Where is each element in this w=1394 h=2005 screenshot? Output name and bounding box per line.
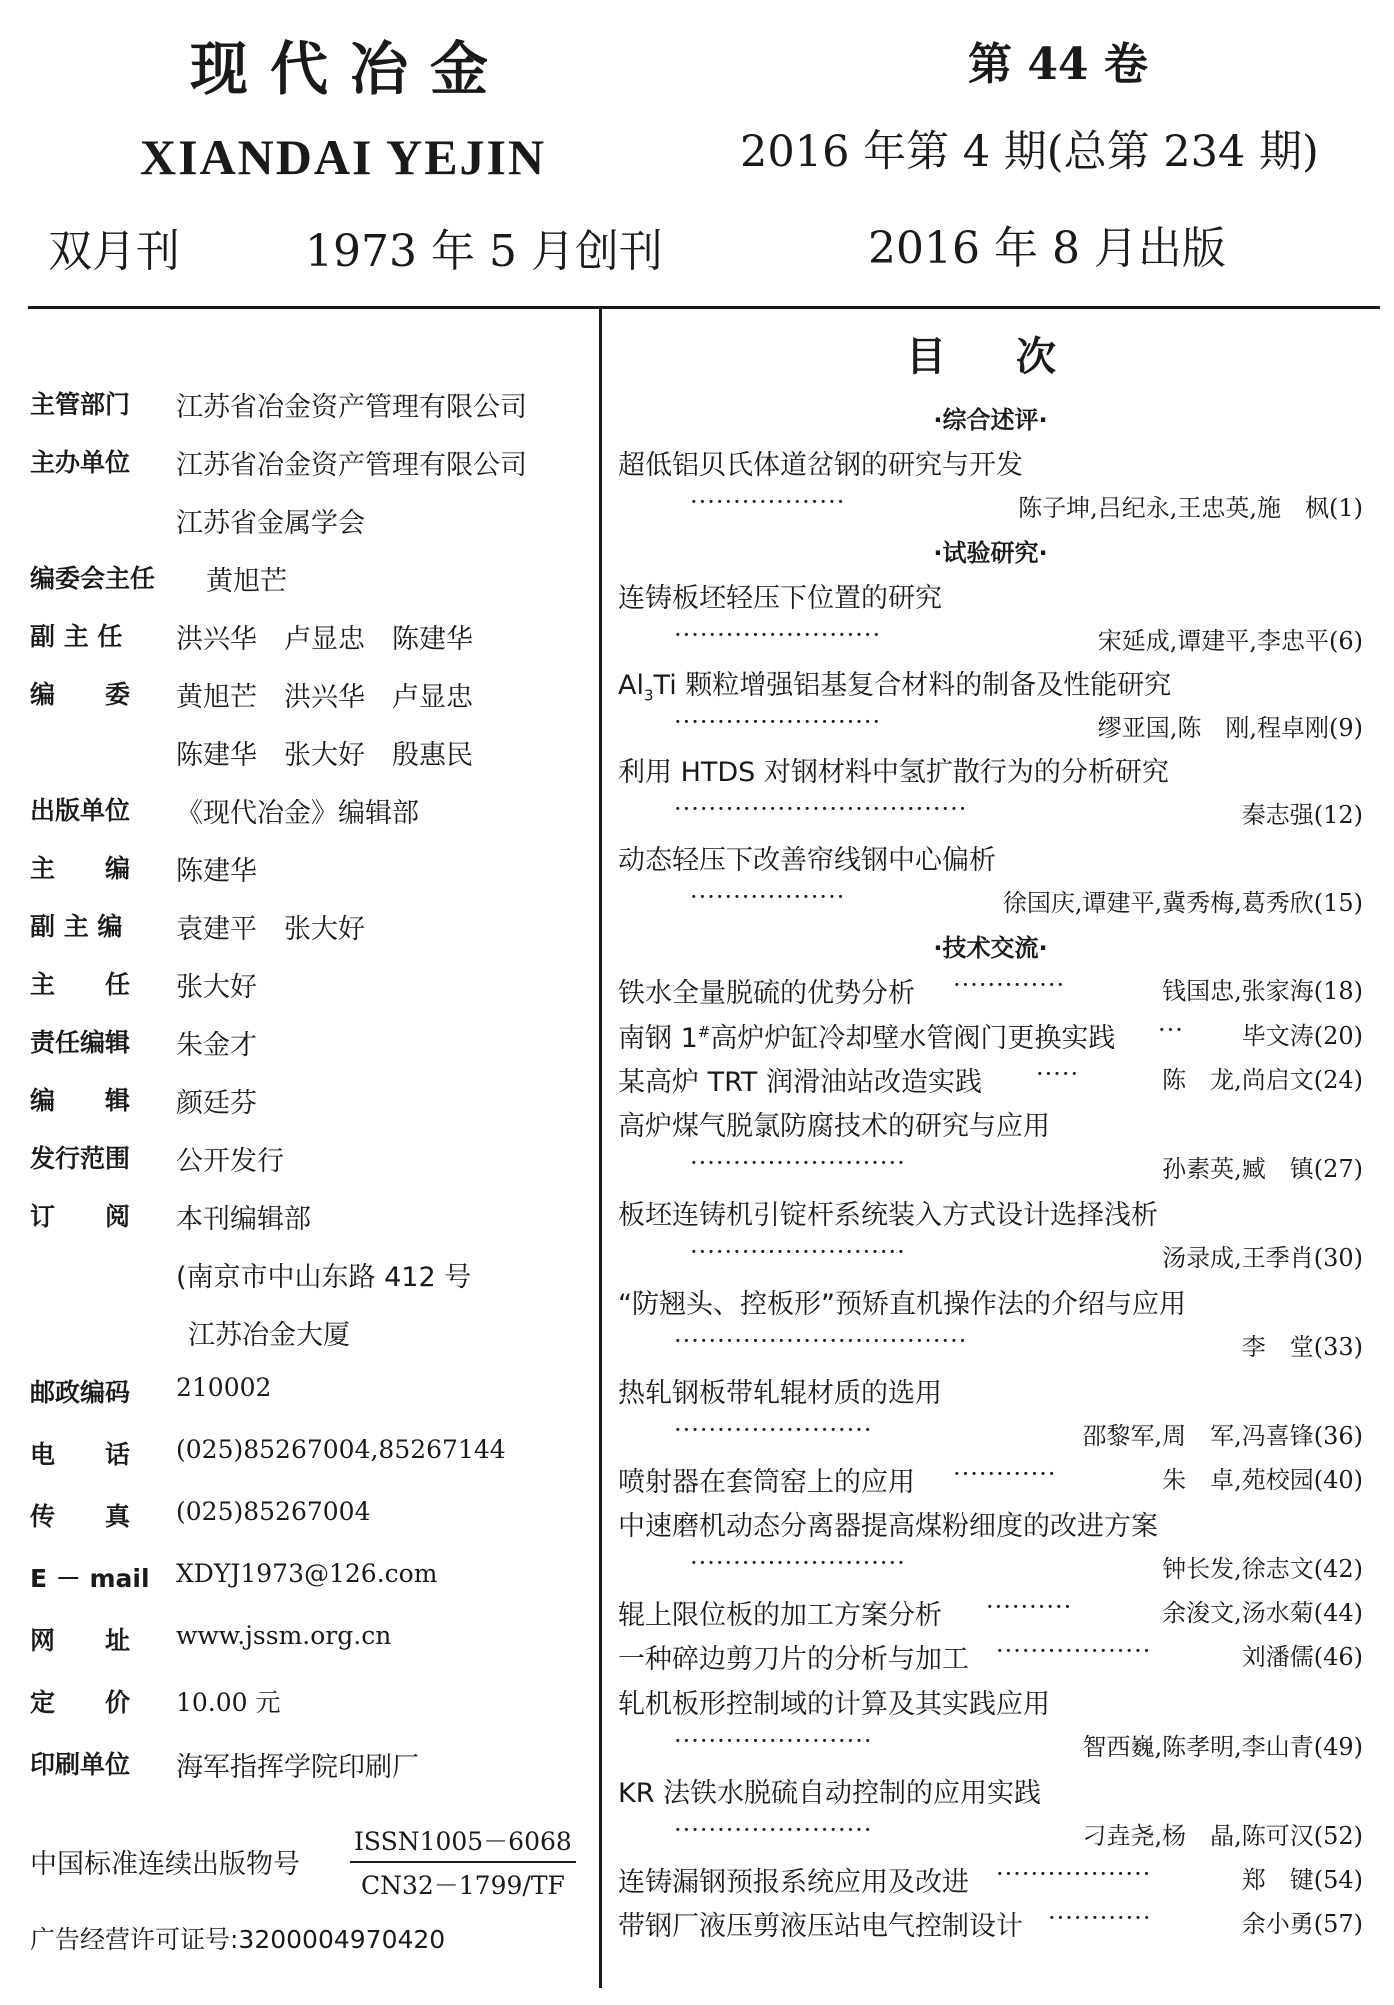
info-row-supervisor [30,385,590,425]
info-label: E － mail [30,1564,150,1593]
info-row-distribution [30,1139,590,1179]
article-authors: 陈 龙,尚启文(24) [1162,1066,1363,1094]
info-row-printer [30,1745,590,1785]
info-value: 海军指挥学院印刷厂 [176,1752,419,1783]
publication-frequency: 双月刊 [48,226,180,277]
article-authors: 刘潘儒(46) [1241,1643,1363,1671]
article-title[interactable]: 板坯连铸机引锭杆系统装入方式设计选择浅析 [618,1200,1158,1231]
info-label: 主管部门 [30,390,131,419]
leader-dots: ······················· [674,1416,873,1444]
info-value: 陈建华 [176,856,257,887]
toc-entry-authors [618,795,1363,835]
toc-entry[interactable] [618,971,1363,1011]
info-row-website [30,1621,590,1661]
info-value: 江苏省金属学会 [176,508,365,539]
article-authors: 钟长发,徐志文(42) [1162,1555,1363,1583]
toc-section-header [618,928,1363,968]
info-value: (025)85267004,85267144 [176,1435,506,1464]
info-row-fax [30,1497,590,1537]
article-authors: 余小勇(57) [1241,1910,1363,1938]
toc-entry-title[interactable] [618,1282,1363,1322]
toc-entry-authors [618,708,1363,748]
leader-dots: ·················· [690,883,846,911]
article-title[interactable]: 铁水全量脱硫的优势分析 [618,978,915,1009]
article-authors: 刁垚尧,杨 晶,陈可汉(52) [1082,1822,1363,1850]
toc-entry-authors [618,1727,1363,1767]
leader-dots: ························· [690,1549,906,1577]
article-title[interactable]: 连铸板坯轻压下位置的研究 [618,583,942,614]
article-title[interactable]: 带钢厂液压剪液压站电气控制设计 [618,1911,1023,1942]
toc-entry-authors [618,621,1363,661]
info-value: 本刊编辑部 [176,1204,311,1235]
article-authors: 汤录成,王季肖(30) [1162,1244,1363,1272]
title-part: 南钢 1 [618,1023,698,1054]
journal-logo: 现代冶金 [190,35,511,103]
info-label: 副 主 任 [30,622,123,651]
issn-block [350,1822,576,1902]
article-title[interactable]: 超低铝贝氏体道岔钢的研究与开发 [618,450,1023,481]
section-title: ·综合述评· [933,406,1048,434]
article-authors: 钱国忠,张家海(18) [1162,977,1363,1005]
info-label: 传 真 [30,1502,131,1531]
article-authors: 宋延成,谭建平,李忠平(6) [1097,627,1363,655]
founded-date: 1973 年 5 月创刊 [305,226,663,277]
article-authors: 邵黎军,周 军,冯喜锋(36) [1082,1422,1363,1450]
info-label: 编委会主任 [30,564,156,593]
leader-dots: ·········· [986,1593,1073,1621]
info-label: 订 阅 [30,1202,131,1231]
article-title[interactable]: 某高炉 TRT 润滑油站改造实践 [618,1067,982,1098]
article-title[interactable]: 轧机板形控制域的计算及其实践应用 [618,1689,1050,1720]
info-value: 江苏冶金大厦 [188,1320,350,1351]
leader-dots: ························· [690,1149,906,1177]
leader-dots: ·················· [996,1860,1152,1888]
article-authors: 毕文涛(20) [1241,1022,1363,1050]
toc-entry-title[interactable] [618,838,1363,878]
info-value: XDYJ1973@126.com [176,1559,438,1588]
article-title[interactable]: 热轧钢板带轧辊材质的选用 [618,1378,942,1409]
info-label: 印刷单位 [30,1750,131,1779]
info-row-editor-in-chief [30,849,590,889]
leader-dots: ·································· [674,1327,968,1355]
info-value: 《现代冶金》编辑部 [176,798,419,829]
info-value: (025)85267004 [176,1497,371,1526]
toc-entry[interactable] [618,1860,1363,1900]
toc-entry[interactable] [618,1637,1363,1677]
info-value: 朱金才 [176,1030,257,1061]
info-value: 颜廷芬 [176,1088,257,1119]
article-title[interactable]: “防翘头、控板形”预矫直机操作法的介绍与应用 [618,1289,1186,1320]
leader-dots: ······················· [674,1727,873,1755]
leader-dots: ····· [1036,1060,1080,1088]
info-row-director [30,559,590,599]
toc-section-header [618,533,1363,573]
issue-number: 2016 年第 4 期(总第 234 期) [740,127,1319,177]
info-label: 网 址 [30,1626,131,1655]
info-row-sponsor [30,443,590,483]
info-label: 出版单位 [30,796,131,825]
info-value: 张大好 [176,972,257,1003]
toc-entry-title[interactable] [618,1682,1363,1722]
info-value: 江苏省冶金资产管理有限公司 [176,392,527,423]
info-row-sponsor-2 [30,501,590,541]
toc-entry-title[interactable] [618,1771,1363,1811]
journal-pinyin-title: XIANDAI YEJIN [140,129,547,185]
article-authors: 朱 卓,苑校园(40) [1162,1466,1363,1494]
info-label: 主 编 [30,854,131,883]
info-label: 主 任 [30,970,131,999]
info-label: 定 价 [30,1688,131,1717]
info-row-committee [30,675,590,715]
header-divider [28,306,1380,309]
toc-entry-title[interactable] [618,1504,1363,1544]
info-row-resp-editor [30,1023,590,1063]
info-value: 黄旭芒 [206,566,287,597]
toc-entry-title[interactable] [618,1193,1363,1233]
title-part: 高炉炉缸冷却壁水管阀门更换实践 [710,1023,1116,1054]
article-title[interactable]: 中速磨机动态分离器提高煤粉细度的改进方案 [618,1511,1158,1542]
article-title[interactable] [618,663,1171,704]
info-row-price [30,1683,590,1723]
toc-entry-authors [618,1238,1363,1278]
leader-dots: ·················· [996,1637,1152,1665]
info-row-vice-director [30,617,590,657]
article-authors: 郑 键(54) [1241,1866,1363,1894]
article-authors: 徐国庆,谭建平,冀秀梅,葛秀欣(15) [1002,889,1363,917]
toc-entry-authors [618,488,1363,528]
toc-section-header [618,400,1363,440]
toc-entry-title[interactable] [618,443,1363,483]
info-value: 陈建华 张大好 殷惠民 [176,740,473,771]
info-label: 副 主 编 [30,912,123,941]
leader-dots: ············ [953,1460,1057,1488]
toc-entry[interactable] [618,1016,1363,1056]
section-title: ·试验研究· [933,539,1048,567]
title-superscript: # [697,1023,711,1041]
info-value: (南京市中山东路 412 号 [176,1262,472,1293]
info-row-head [30,965,590,1005]
toc-entry-title[interactable] [618,1104,1363,1144]
info-value: 210002 [176,1373,272,1402]
info-row-email [30,1559,590,1599]
info-label: 编 委 [30,680,131,709]
info-row-editor [30,1081,590,1121]
issn-label: 中国标准连续出版物号 [30,1849,300,1880]
volume-number: 第 44 卷 [968,39,1148,90]
info-label: 责任编辑 [30,1028,131,1057]
info-value: 公开发行 [176,1146,284,1177]
toc-heading: 目次 [906,334,1126,380]
article-title[interactable]: 辊上限位板的加工方案分析 [618,1600,942,1631]
leader-dots: ············ [1048,1904,1152,1932]
toc-entry[interactable] [618,1904,1363,1944]
article-authors: 秦志强(12) [1241,801,1363,829]
info-label: 主办单位 [30,448,131,477]
info-value: 黄旭芒 洪兴华 卢显忠 [176,682,473,713]
info-row-subscription-building [30,1313,590,1353]
leader-dots: ·················· [690,488,846,516]
info-row-postcode [30,1373,590,1413]
article-authors: 孙素英,臧 镇(27) [1162,1155,1363,1183]
info-value: 江苏省冶金资产管理有限公司 [176,450,527,481]
title-subscript: 3 [643,686,654,705]
info-value: 洪兴华 卢显忠 陈建华 [176,624,473,655]
article-authors: 李 堂(33) [1241,1333,1363,1361]
title-part: Ti 颗粒增强铝基复合材料的制备及性能研究 [653,670,1172,701]
info-label: 电 话 [30,1440,131,1469]
leader-dots: ··· [1158,1016,1184,1044]
toc-entry-title[interactable] [618,1371,1363,1411]
info-row-phone [30,1435,590,1475]
article-title[interactable]: 连铸漏钢预报系统应用及改进 [618,1867,969,1898]
leader-dots: ······················· [674,1816,873,1844]
ad-license: 广告经营许可证号:3200004970420 [30,1925,446,1954]
cn-number: CN32－1799/TF [360,1871,565,1900]
article-title[interactable]: 利用 HTDS 对钢材料中氢扩散行为的分析研究 [618,757,1169,788]
info-label: 编 辑 [30,1086,131,1115]
article-title[interactable]: 动态轻压下改善帘线钢中心偏析 [618,845,996,876]
leader-dots: ························· [690,1238,906,1266]
leader-dots: ························ [674,708,882,736]
info-row-subscription-address [30,1255,590,1295]
article-title[interactable]: 高炉煤气脱氯防腐技术的研究与应用 [618,1111,1050,1142]
article-authors: 智西巍,陈孝明,李山青(49) [1082,1733,1363,1761]
publication-date: 2016 年 8 月出版 [868,223,1226,274]
article-title[interactable]: 喷射器在套筒窑上的应用 [618,1467,915,1498]
issn-number: ISSN1005－6068 [350,1822,576,1863]
toc-entry-authors [618,1549,1363,1589]
article-authors: 陈子坤,吕纪永,王忠英,施 枫(1) [1018,494,1363,522]
info-value: 袁建平 张大好 [176,914,365,945]
column-divider [599,308,602,1988]
section-title: ·技术交流· [933,934,1048,962]
info-row-publisher [30,791,590,831]
leader-dots: ························ [674,621,882,649]
info-row-deputy-editor [30,907,590,947]
toc-entry[interactable] [618,1460,1363,1500]
info-value: 10.00 元 [176,1688,281,1717]
info-row-subscription [30,1197,590,1237]
toc-entry-title[interactable] [618,663,1363,703]
article-title[interactable]: 一种碎边剪刀片的分析与加工 [618,1644,969,1675]
toc-entry[interactable] [618,1593,1363,1633]
toc-entry-title[interactable] [618,576,1363,616]
toc-entry[interactable] [618,1060,1363,1100]
toc-entry-authors [618,883,1363,923]
article-title[interactable]: KR 法铁水脱硫自动控制的应用实践 [618,1778,1042,1809]
toc-entry-authors [618,1416,1363,1456]
article-authors: 余浚文,汤水菊(44) [1162,1599,1363,1627]
info-value: www.jssm.org.cn [176,1621,392,1650]
toc-entry-authors [618,1327,1363,1367]
info-row-committee-2 [30,733,590,773]
info-label: 邮政编码 [30,1378,131,1407]
leader-dots: ············· [953,971,1066,999]
toc-entry-title[interactable] [618,750,1363,790]
leader-dots: ·································· [674,795,968,823]
toc-entry-authors [618,1816,1363,1856]
article-title[interactable] [618,1016,1115,1055]
title-part: Al [618,670,644,701]
toc-entry-authors [618,1149,1363,1189]
article-authors: 缪亚国,陈 刚,程卓刚(9) [1097,714,1363,742]
info-label: 发行范围 [30,1144,131,1173]
